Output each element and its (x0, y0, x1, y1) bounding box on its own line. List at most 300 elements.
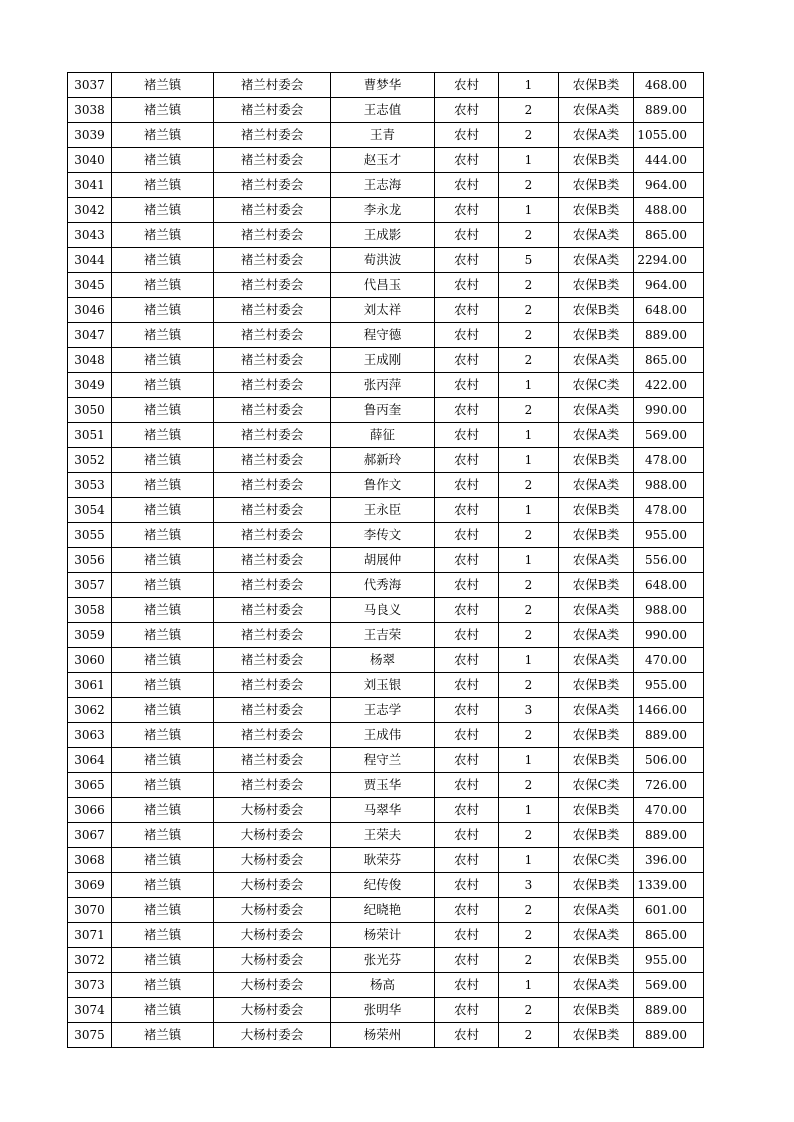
town-cell: 褚兰镇 (112, 223, 214, 248)
village-committee-cell: 大杨村委会 (214, 973, 331, 998)
table-row (68, 573, 704, 598)
category-cell: 农村 (435, 223, 499, 248)
category-cell: 农村 (435, 448, 499, 473)
row-number-cell: 3062 (68, 698, 112, 723)
insurance-class-cell: 农保A类 (559, 648, 634, 673)
town-cell: 褚兰镇 (112, 373, 214, 398)
household-size-cell: 2 (499, 898, 559, 923)
insurance-class-cell: 农保C类 (559, 773, 634, 798)
insurance-class-cell: 农保A类 (559, 548, 634, 573)
town-cell: 褚兰镇 (112, 848, 214, 873)
town-cell: 褚兰镇 (112, 448, 214, 473)
name-cell: 程守兰 (331, 748, 435, 773)
village-committee-cell: 大杨村委会 (214, 798, 331, 823)
row-number-cell: 3037 (68, 73, 112, 98)
table-row (68, 698, 704, 723)
category-cell: 农村 (435, 123, 499, 148)
insurance-class-cell: 农保A类 (559, 98, 634, 123)
name-cell: 曹梦华 (331, 73, 435, 98)
village-committee-cell: 大杨村委会 (214, 873, 331, 898)
amount-cell: 2294.00 (634, 248, 704, 273)
table-row (68, 448, 704, 473)
town-cell: 褚兰镇 (112, 98, 214, 123)
household-size-cell: 2 (499, 923, 559, 948)
household-size-cell: 2 (499, 623, 559, 648)
table-row (68, 148, 704, 173)
household-size-cell: 2 (499, 673, 559, 698)
insurance-class-cell: 农保B类 (559, 173, 634, 198)
name-cell: 杨荣州 (331, 1023, 435, 1048)
amount-cell: 889.00 (634, 723, 704, 748)
table-row (68, 598, 704, 623)
name-cell: 王志值 (331, 98, 435, 123)
household-size-cell: 2 (499, 523, 559, 548)
insurance-class-cell: 农保B类 (559, 273, 634, 298)
category-cell: 农村 (435, 723, 499, 748)
household-size-cell: 1 (499, 198, 559, 223)
category-cell: 农村 (435, 248, 499, 273)
name-cell: 王志学 (331, 698, 435, 723)
name-cell: 张光芬 (331, 948, 435, 973)
name-cell: 马良义 (331, 598, 435, 623)
table-row (68, 298, 704, 323)
village-committee-cell: 褚兰村委会 (214, 248, 331, 273)
village-committee-cell: 大杨村委会 (214, 948, 331, 973)
household-size-cell: 1 (499, 748, 559, 773)
village-committee-cell: 褚兰村委会 (214, 748, 331, 773)
row-number-cell: 3042 (68, 198, 112, 223)
village-committee-cell: 褚兰村委会 (214, 548, 331, 573)
insurance-class-cell: 农保A类 (559, 223, 634, 248)
amount-cell: 1055.00 (634, 123, 704, 148)
insurance-class-cell: 农保B类 (559, 823, 634, 848)
household-size-cell: 5 (499, 248, 559, 273)
household-size-cell: 2 (499, 473, 559, 498)
row-number-cell: 3066 (68, 798, 112, 823)
village-committee-cell: 褚兰村委会 (214, 598, 331, 623)
category-cell: 农村 (435, 798, 499, 823)
village-committee-cell: 褚兰村委会 (214, 773, 331, 798)
row-number-cell: 3073 (68, 973, 112, 998)
village-committee-cell: 褚兰村委会 (214, 298, 331, 323)
category-cell: 农村 (435, 898, 499, 923)
town-cell: 褚兰镇 (112, 123, 214, 148)
town-cell: 褚兰镇 (112, 473, 214, 498)
amount-cell: 556.00 (634, 548, 704, 573)
name-cell: 鲁丙奎 (331, 398, 435, 423)
category-cell: 农村 (435, 923, 499, 948)
insurance-class-cell: 农保B类 (559, 573, 634, 598)
row-number-cell: 3040 (68, 148, 112, 173)
table-row (68, 973, 704, 998)
name-cell: 贾玉华 (331, 773, 435, 798)
village-committee-cell: 褚兰村委会 (214, 673, 331, 698)
town-cell: 褚兰镇 (112, 873, 214, 898)
town-cell: 褚兰镇 (112, 898, 214, 923)
row-number-cell: 3064 (68, 748, 112, 773)
category-cell: 农村 (435, 473, 499, 498)
name-cell: 张丙萍 (331, 373, 435, 398)
household-size-cell: 2 (499, 573, 559, 598)
insurance-class-cell: 农保B类 (559, 798, 634, 823)
village-committee-cell: 褚兰村委会 (214, 398, 331, 423)
amount-cell: 396.00 (634, 848, 704, 873)
town-cell: 褚兰镇 (112, 348, 214, 373)
village-committee-cell: 褚兰村委会 (214, 523, 331, 548)
household-size-cell: 2 (499, 173, 559, 198)
insurance-class-cell: 农保B类 (559, 298, 634, 323)
name-cell: 胡展仲 (331, 548, 435, 573)
village-committee-cell: 褚兰村委会 (214, 473, 331, 498)
row-number-cell: 3053 (68, 473, 112, 498)
category-cell: 农村 (435, 573, 499, 598)
name-cell: 王青 (331, 123, 435, 148)
amount-cell: 1339.00 (634, 873, 704, 898)
town-cell: 褚兰镇 (112, 598, 214, 623)
household-size-cell: 1 (499, 548, 559, 573)
insurance-class-cell: 农保A类 (559, 623, 634, 648)
insurance-class-cell: 农保B类 (559, 523, 634, 548)
row-number-cell: 3047 (68, 323, 112, 348)
table-row (68, 348, 704, 373)
household-size-cell: 1 (499, 73, 559, 98)
town-cell: 褚兰镇 (112, 298, 214, 323)
row-number-cell: 3038 (68, 98, 112, 123)
category-cell: 农村 (435, 148, 499, 173)
village-committee-cell: 大杨村委会 (214, 998, 331, 1023)
village-committee-cell: 褚兰村委会 (214, 448, 331, 473)
insurance-class-cell: 农保C类 (559, 848, 634, 873)
household-size-cell: 1 (499, 848, 559, 873)
amount-cell: 889.00 (634, 998, 704, 1023)
amount-cell: 470.00 (634, 798, 704, 823)
category-cell: 农村 (435, 73, 499, 98)
household-size-cell: 1 (499, 648, 559, 673)
table-row (68, 1023, 704, 1048)
category-cell: 农村 (435, 998, 499, 1023)
insurance-class-cell: 农保B类 (559, 448, 634, 473)
amount-cell: 865.00 (634, 348, 704, 373)
household-size-cell: 1 (499, 498, 559, 523)
category-cell: 农村 (435, 348, 499, 373)
insurance-class-cell: 农保A类 (559, 923, 634, 948)
amount-cell: 889.00 (634, 98, 704, 123)
row-number-cell: 3070 (68, 898, 112, 923)
insurance-class-cell: 农保B类 (559, 998, 634, 1023)
insurance-class-cell: 农保A类 (559, 598, 634, 623)
row-number-cell: 3049 (68, 373, 112, 398)
row-number-cell: 3058 (68, 598, 112, 623)
town-cell: 褚兰镇 (112, 548, 214, 573)
insurance-class-cell: 农保B类 (559, 673, 634, 698)
table-row (68, 223, 704, 248)
town-cell: 褚兰镇 (112, 923, 214, 948)
amount-cell: 990.00 (634, 623, 704, 648)
name-cell: 王志海 (331, 173, 435, 198)
category-cell: 农村 (435, 623, 499, 648)
category-cell: 农村 (435, 298, 499, 323)
amount-cell: 889.00 (634, 823, 704, 848)
town-cell: 褚兰镇 (112, 698, 214, 723)
insurance-class-cell: 农保B类 (559, 948, 634, 973)
town-cell: 褚兰镇 (112, 773, 214, 798)
row-number-cell: 3043 (68, 223, 112, 248)
table-row (68, 948, 704, 973)
insurance-class-cell: 农保A类 (559, 348, 634, 373)
household-size-cell: 2 (499, 273, 559, 298)
amount-cell: 569.00 (634, 423, 704, 448)
household-size-cell: 3 (499, 873, 559, 898)
household-size-cell: 2 (499, 1023, 559, 1048)
amount-cell: 569.00 (634, 973, 704, 998)
amount-cell: 990.00 (634, 398, 704, 423)
amount-cell: 964.00 (634, 173, 704, 198)
row-number-cell: 3065 (68, 773, 112, 798)
table-row (68, 623, 704, 648)
row-number-cell: 3071 (68, 923, 112, 948)
row-number-cell: 3041 (68, 173, 112, 198)
name-cell: 王成伟 (331, 723, 435, 748)
row-number-cell: 3061 (68, 673, 112, 698)
category-cell: 农村 (435, 698, 499, 723)
name-cell: 耿荣芬 (331, 848, 435, 873)
name-cell: 马翠华 (331, 798, 435, 823)
town-cell: 褚兰镇 (112, 573, 214, 598)
row-number-cell: 3039 (68, 123, 112, 148)
insurance-class-cell: 农保A类 (559, 423, 634, 448)
insurance-class-cell: 农保B类 (559, 148, 634, 173)
row-number-cell: 3059 (68, 623, 112, 648)
row-number-cell: 3055 (68, 523, 112, 548)
village-committee-cell: 褚兰村委会 (214, 123, 331, 148)
table-row (68, 648, 704, 673)
category-cell: 农村 (435, 498, 499, 523)
amount-cell: 964.00 (634, 273, 704, 298)
row-number-cell: 3056 (68, 548, 112, 573)
table-row (68, 923, 704, 948)
household-size-cell: 3 (499, 698, 559, 723)
category-cell: 农村 (435, 198, 499, 223)
insurance-class-cell: 农保C类 (559, 373, 634, 398)
insurance-class-cell: 农保B类 (559, 498, 634, 523)
category-cell: 农村 (435, 598, 499, 623)
village-committee-cell: 褚兰村委会 (214, 98, 331, 123)
row-number-cell: 3054 (68, 498, 112, 523)
amount-cell: 648.00 (634, 298, 704, 323)
row-number-cell: 3048 (68, 348, 112, 373)
town-cell: 褚兰镇 (112, 523, 214, 548)
town-cell: 褚兰镇 (112, 973, 214, 998)
village-committee-cell: 褚兰村委会 (214, 423, 331, 448)
row-number-cell: 3075 (68, 1023, 112, 1048)
insurance-class-cell: 农保A类 (559, 898, 634, 923)
insurance-class-cell: 农保B类 (559, 323, 634, 348)
insurance-class-cell: 农保A类 (559, 398, 634, 423)
town-cell: 褚兰镇 (112, 723, 214, 748)
town-cell: 褚兰镇 (112, 173, 214, 198)
village-committee-cell: 褚兰村委会 (214, 498, 331, 523)
insurance-class-cell: 农保A类 (559, 473, 634, 498)
amount-cell: 865.00 (634, 923, 704, 948)
name-cell: 代昌玉 (331, 273, 435, 298)
town-cell: 褚兰镇 (112, 198, 214, 223)
table-row (68, 823, 704, 848)
amount-cell: 648.00 (634, 573, 704, 598)
household-size-cell: 1 (499, 373, 559, 398)
village-committee-cell: 褚兰村委会 (214, 273, 331, 298)
row-number-cell: 3046 (68, 298, 112, 323)
category-cell: 农村 (435, 373, 499, 398)
town-cell: 褚兰镇 (112, 948, 214, 973)
household-size-cell: 1 (499, 973, 559, 998)
table-row (68, 498, 704, 523)
town-cell: 褚兰镇 (112, 398, 214, 423)
village-committee-cell: 褚兰村委会 (214, 323, 331, 348)
category-cell: 农村 (435, 823, 499, 848)
category-cell: 农村 (435, 973, 499, 998)
amount-cell: 488.00 (634, 198, 704, 223)
category-cell: 农村 (435, 273, 499, 298)
name-cell: 纪晓艳 (331, 898, 435, 923)
amount-cell: 1466.00 (634, 698, 704, 723)
household-size-cell: 2 (499, 323, 559, 348)
row-number-cell: 3067 (68, 823, 112, 848)
data-table (67, 72, 704, 1048)
name-cell: 杨高 (331, 973, 435, 998)
row-number-cell: 3060 (68, 648, 112, 673)
town-cell: 褚兰镇 (112, 998, 214, 1023)
table-row (68, 673, 704, 698)
category-cell: 农村 (435, 873, 499, 898)
table-row (68, 373, 704, 398)
name-cell: 杨荣计 (331, 923, 435, 948)
town-cell: 褚兰镇 (112, 748, 214, 773)
table-row (68, 898, 704, 923)
insurance-class-cell: 农保B类 (559, 873, 634, 898)
town-cell: 褚兰镇 (112, 248, 214, 273)
table-row (68, 873, 704, 898)
name-cell: 鲁作文 (331, 473, 435, 498)
insurance-class-cell: 农保A类 (559, 248, 634, 273)
town-cell: 褚兰镇 (112, 1023, 214, 1048)
name-cell: 李传文 (331, 523, 435, 548)
town-cell: 褚兰镇 (112, 623, 214, 648)
village-committee-cell: 褚兰村委会 (214, 173, 331, 198)
name-cell: 王吉荣 (331, 623, 435, 648)
amount-cell: 478.00 (634, 498, 704, 523)
amount-cell: 955.00 (634, 948, 704, 973)
name-cell: 王成影 (331, 223, 435, 248)
household-size-cell: 1 (499, 448, 559, 473)
amount-cell: 955.00 (634, 673, 704, 698)
table-row (68, 123, 704, 148)
row-number-cell: 3051 (68, 423, 112, 448)
household-size-cell: 2 (499, 948, 559, 973)
name-cell: 王成刚 (331, 348, 435, 373)
table-row (68, 248, 704, 273)
category-cell: 农村 (435, 548, 499, 573)
household-size-cell: 1 (499, 423, 559, 448)
village-committee-cell: 褚兰村委会 (214, 648, 331, 673)
name-cell: 张明华 (331, 998, 435, 1023)
row-number-cell: 3063 (68, 723, 112, 748)
village-committee-cell: 大杨村委会 (214, 848, 331, 873)
table-row (68, 798, 704, 823)
table-row (68, 548, 704, 573)
row-number-cell: 3074 (68, 998, 112, 1023)
insurance-class-cell: 农保B类 (559, 198, 634, 223)
category-cell: 农村 (435, 773, 499, 798)
village-committee-cell: 大杨村委会 (214, 1023, 331, 1048)
table-row (68, 998, 704, 1023)
name-cell: 郝新玲 (331, 448, 435, 473)
row-number-cell: 3068 (68, 848, 112, 873)
amount-cell: 601.00 (634, 898, 704, 923)
village-committee-cell: 褚兰村委会 (214, 73, 331, 98)
row-number-cell: 3072 (68, 948, 112, 973)
table-row (68, 473, 704, 498)
table-row (68, 273, 704, 298)
row-number-cell: 3045 (68, 273, 112, 298)
table-row (68, 98, 704, 123)
household-size-cell: 1 (499, 148, 559, 173)
table-row (68, 848, 704, 873)
category-cell: 农村 (435, 848, 499, 873)
name-cell: 杨翠 (331, 648, 435, 673)
insurance-class-cell: 农保B类 (559, 723, 634, 748)
insurance-class-cell: 农保B类 (559, 1023, 634, 1048)
category-cell: 农村 (435, 673, 499, 698)
village-committee-cell: 褚兰村委会 (214, 348, 331, 373)
table-row (68, 323, 704, 348)
household-size-cell: 2 (499, 823, 559, 848)
insurance-class-cell: 农保B类 (559, 73, 634, 98)
village-committee-cell: 褚兰村委会 (214, 223, 331, 248)
amount-cell: 726.00 (634, 773, 704, 798)
village-committee-cell: 褚兰村委会 (214, 698, 331, 723)
household-size-cell: 2 (499, 98, 559, 123)
table-row (68, 773, 704, 798)
category-cell: 农村 (435, 98, 499, 123)
name-cell: 赵玉才 (331, 148, 435, 173)
village-committee-cell: 褚兰村委会 (214, 148, 331, 173)
town-cell: 褚兰镇 (112, 823, 214, 848)
town-cell: 褚兰镇 (112, 498, 214, 523)
village-committee-cell: 大杨村委会 (214, 923, 331, 948)
village-committee-cell: 褚兰村委会 (214, 723, 331, 748)
amount-cell: 468.00 (634, 73, 704, 98)
town-cell: 褚兰镇 (112, 73, 214, 98)
table-row (68, 723, 704, 748)
category-cell: 农村 (435, 398, 499, 423)
town-cell: 褚兰镇 (112, 673, 214, 698)
insurance-class-cell: 农保B类 (559, 748, 634, 773)
village-committee-cell: 褚兰村委会 (214, 573, 331, 598)
town-cell: 褚兰镇 (112, 323, 214, 348)
name-cell: 代秀海 (331, 573, 435, 598)
amount-cell: 955.00 (634, 523, 704, 548)
amount-cell: 988.00 (634, 598, 704, 623)
name-cell: 刘玉银 (331, 673, 435, 698)
table-row (68, 173, 704, 198)
table-row (68, 73, 704, 98)
category-cell: 农村 (435, 523, 499, 548)
table-row (68, 423, 704, 448)
village-committee-cell: 大杨村委会 (214, 898, 331, 923)
insurance-class-cell: 农保A类 (559, 973, 634, 998)
row-number-cell: 3057 (68, 573, 112, 598)
amount-cell: 470.00 (634, 648, 704, 673)
